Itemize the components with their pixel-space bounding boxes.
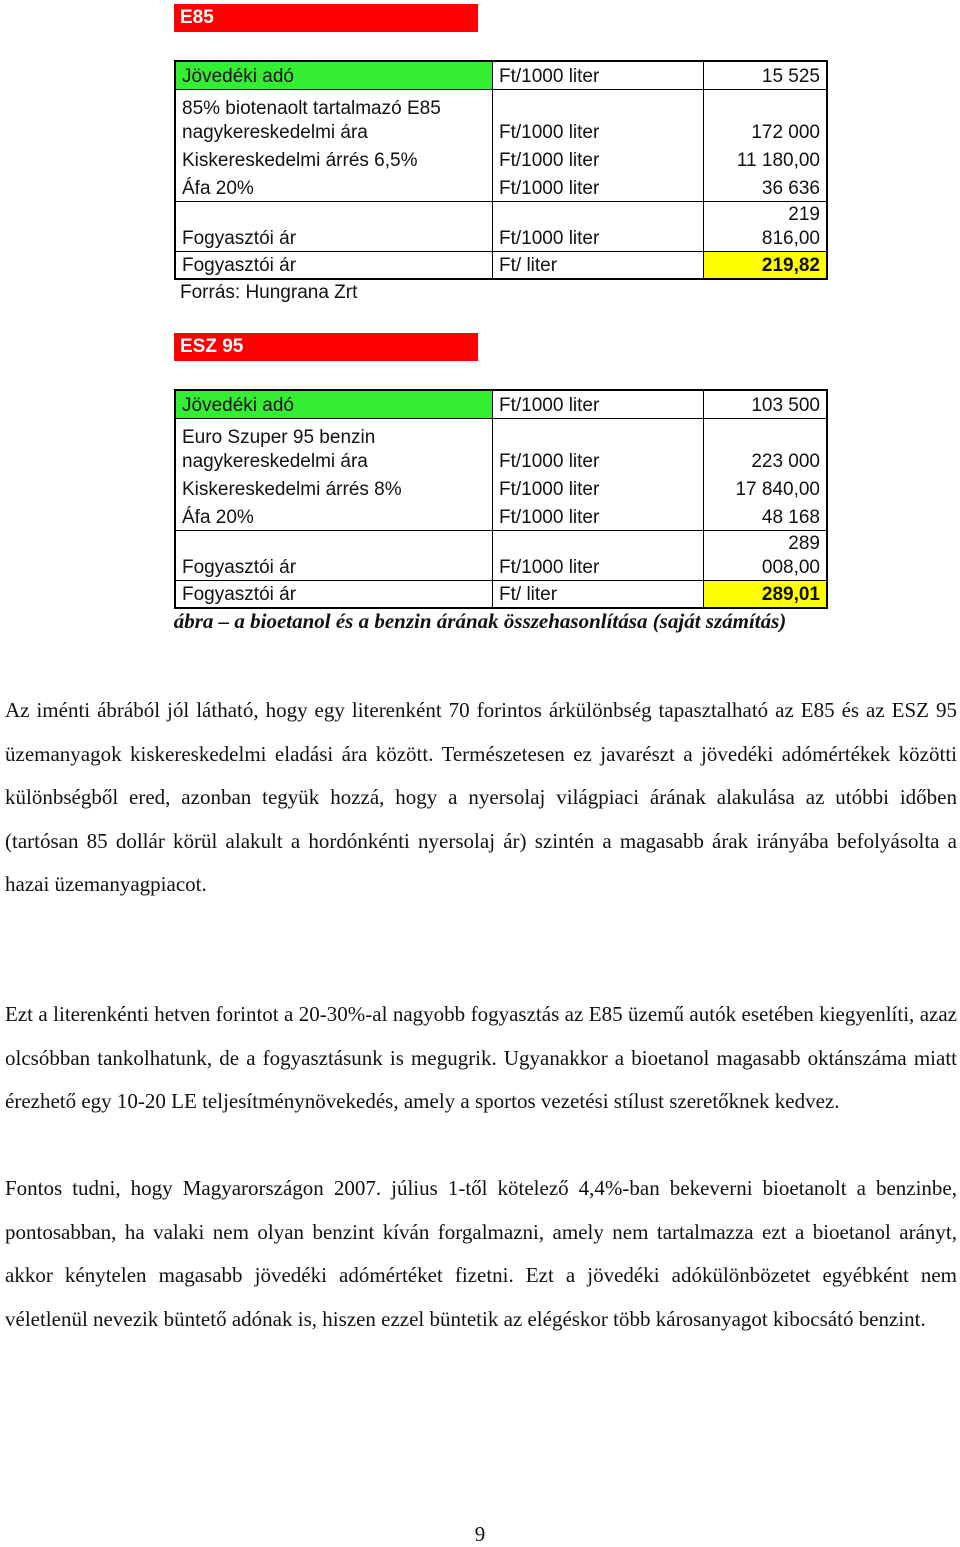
row-unit: Ft/1000 liter	[493, 89, 704, 145]
table-row	[175, 530, 827, 580]
page-number: 9	[474, 1522, 486, 1546]
row-label-line2: nagykereskedelmi ára	[182, 451, 368, 472]
row-label: Fogyasztói ár	[175, 251, 493, 279]
row-label: Kiskereskedelmi árrés 6,5%	[175, 145, 493, 173]
table-row	[175, 418, 827, 474]
row-value: 15 525	[704, 61, 828, 89]
row-unit: Ft/ liter	[493, 580, 704, 608]
row-unit: Ft/1000 liter	[493, 474, 704, 502]
row-label: Áfa 20%	[175, 502, 493, 530]
row-label	[175, 89, 493, 145]
esz95-price-table	[174, 389, 828, 609]
row-value	[704, 530, 828, 580]
row-value-highlight: 289,01	[704, 580, 828, 608]
row-value: 172 000	[704, 89, 828, 145]
table-row	[175, 474, 827, 502]
row-value: 103 500	[704, 390, 828, 418]
row-value: 48 168	[704, 502, 828, 530]
row-label: Fogyasztói ár	[175, 580, 493, 608]
table-row	[175, 145, 827, 173]
row-value: 223 000	[704, 418, 828, 474]
row-value-line1: 219	[788, 203, 820, 225]
row-value-line2: 816,00	[761, 227, 820, 249]
row-unit: Ft/1000 liter	[493, 418, 704, 474]
paragraph-1: Az iménti ábrából jól látható, hogy egy literenként 70 forintos árkülönbség tapasztalható az E85 és az ESZ 95 üzemanyagok kiskereskedelmi eladási ára között. Természetesen ez javarészt a jövedéki adómértékek közötti különbségből ered, azonban tegyük hozzá, hogy a nyersolaj világpiaci árának alakulása az utóbbi időben (tartósan 85 dollár körül alakult a hordónkénti nyersolaj ár) szintén a magasabb árak irányába befolyásolta a hazai üzemanyagpiacot.	[5, 698, 957, 896]
row-unit: Ft/ liter	[493, 251, 704, 279]
table-row	[175, 502, 827, 530]
row-label-line1: 85% biotenaolt tartalmazó E85	[182, 98, 441, 119]
row-value: 36 636	[704, 173, 828, 201]
row-value-line1: 289	[788, 532, 820, 554]
row-label: Áfa 20%	[175, 173, 493, 201]
esz95-heading: ESZ 95	[174, 333, 478, 361]
table-row	[175, 580, 827, 608]
row-value-highlight: 219,82	[704, 251, 828, 279]
row-unit: Ft/1000 liter	[493, 145, 704, 173]
row-value: 11 180,00	[704, 145, 828, 173]
row-unit: Ft/1000 liter	[493, 201, 704, 251]
paragraph-2: Ezt a literenkénti hetven forintot a 20-30%-al nagyobb fogyasztás az E85 üzemű autók esetében kiegyenlíti, azaz olcsóbban tankolhatunk, de a fogyasztásunk is megugrik. Ugyanakkor a bioetanol magasabb oktánszáma miatt érezhető egy 10-20 LE teljesítménynövekedés, amely a sportos vezetési stílust szeretőknek kedvez.	[5, 1002, 957, 1113]
row-value-line2: 008,00	[761, 556, 820, 578]
figure-caption: ábra – a bioetanol és a benzin árának összehasonlítása (saját számítás)	[173, 609, 787, 633]
row-label-line1: Euro Szuper 95 benzin	[182, 427, 376, 448]
row-value: 17 840,00	[704, 474, 828, 502]
row-unit: Ft/1000 liter	[493, 502, 704, 530]
table-row	[175, 251, 827, 279]
row-label	[175, 418, 493, 474]
e85-heading: E85	[174, 4, 478, 32]
row-unit: Ft/1000 liter	[493, 390, 704, 418]
row-unit: Ft/1000 liter	[493, 173, 704, 201]
table-row	[175, 390, 827, 418]
row-label: Jövedéki adó	[175, 390, 493, 418]
source-note: Forrás: Hungrana Zrt	[180, 282, 358, 303]
table-row	[175, 89, 827, 145]
table-row	[175, 61, 827, 89]
row-label: Jövedéki adó	[175, 61, 493, 89]
row-unit: Ft/1000 liter	[493, 530, 704, 580]
row-label: Kiskereskedelmi árrés 8%	[175, 474, 493, 502]
row-label: Fogyasztói ár	[175, 201, 493, 251]
table-row	[175, 201, 827, 251]
row-label: Fogyasztói ár	[175, 530, 493, 580]
table-row	[175, 173, 827, 201]
row-value	[704, 201, 828, 251]
row-label-line2: nagykereskedelmi ára	[182, 122, 368, 143]
paragraph-3: Fontos tudni, hogy Magyarországon 2007. július 1-től kötelező 4,4%-ban bekeverni bioetanolt a benzinbe, pontosabban, ha valaki nem olyan benzint kíván forgalmazni, amely nem tartalmazza ezt a bioetanol arányt, akkor kénytelen magasabb jövedéki adómértéket fizetni. Ezt a jövedéki adókülönbözetet egyébként nem véletlenül nevezik büntető adónak is, hiszen ezzel büntetik az elégéskor több károsanyagot kibocsátó benzint.	[5, 1176, 957, 1331]
e85-price-table	[174, 60, 828, 280]
row-unit: Ft/1000 liter	[493, 61, 704, 89]
